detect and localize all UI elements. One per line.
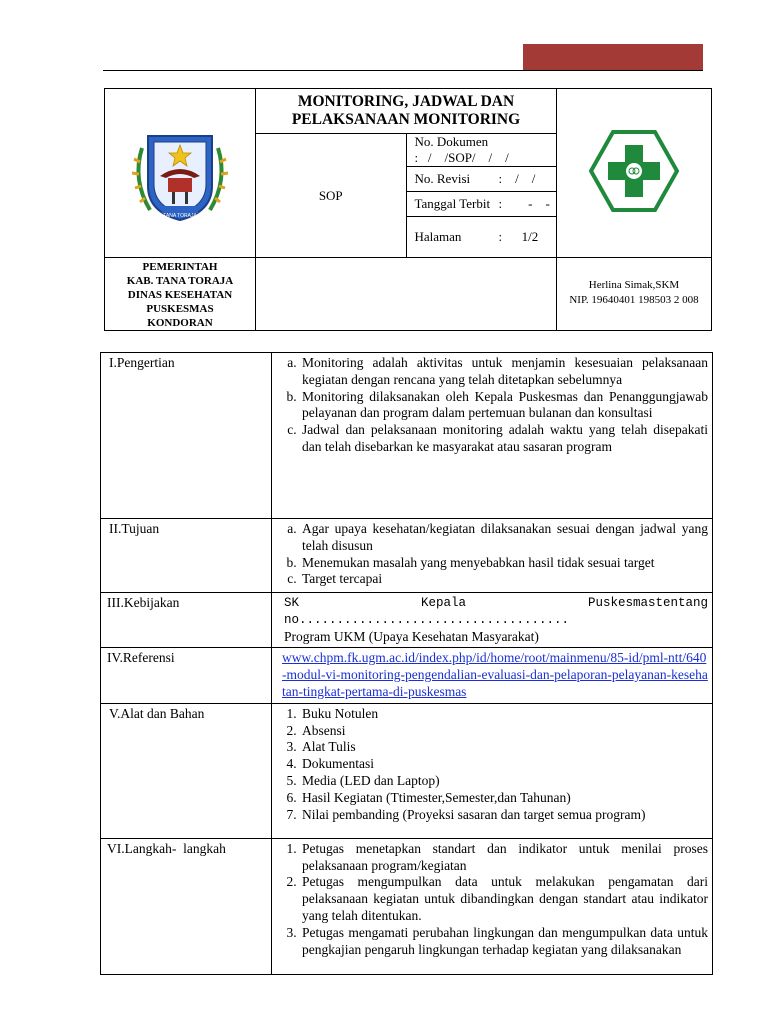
section-tujuan bbox=[272, 519, 713, 593]
list-item: c. Target tercapai bbox=[300, 571, 708, 588]
info-tanggal-terbit bbox=[406, 192, 557, 217]
signer-name: Herlina Simak,SKM bbox=[588, 279, 680, 291]
list-item: a. Monitoring adalah aktivitas untuk menjamin kesesuaian pelaksanaan kegiatan dengan rencana yang telah ditetapkan sebelumnya bbox=[300, 355, 708, 389]
section-referensi bbox=[272, 648, 713, 703]
regency-logo-cell bbox=[105, 89, 256, 258]
signer-nip: NIP. 19640401 198503 2 008 bbox=[569, 294, 699, 306]
info-label: Tanggal Terbit bbox=[414, 196, 491, 211]
org-line: KAB. TANA TORAJA bbox=[126, 275, 234, 287]
info-value: : / /SOP/ / / bbox=[414, 150, 509, 165]
info-no-revisi bbox=[406, 167, 557, 192]
document-title bbox=[256, 89, 557, 134]
signature-blank bbox=[256, 258, 557, 331]
header-rule bbox=[103, 70, 703, 71]
section-label-pengertian: I.Pengertian bbox=[101, 353, 272, 519]
org-line: PUSKESMAS bbox=[146, 303, 214, 315]
kebijakan-program: Program UKM (Upaya Kesehatan Masyarakat) bbox=[284, 628, 539, 644]
organization-block bbox=[105, 258, 256, 331]
signer-block bbox=[557, 258, 712, 331]
puskesmas-logo-icon bbox=[589, 130, 679, 212]
section-label-kebijakan: III.Kebijakan bbox=[101, 593, 272, 648]
org-line: KONDORAN bbox=[147, 317, 213, 329]
list-item: 1. Buku Notulen bbox=[300, 706, 708, 723]
list-item: 5. Media (LED dan Laptop) bbox=[300, 773, 708, 790]
info-value: : 1/2 bbox=[498, 229, 539, 244]
title-line-2: PELAKSANAAN MONITORING bbox=[291, 111, 521, 128]
info-no-dokumen bbox=[406, 134, 557, 167]
org-line: PEMERINTAH bbox=[142, 261, 218, 273]
section-label-langkah: VI.Langkah- langkah bbox=[101, 838, 272, 974]
section-alat bbox=[272, 703, 713, 838]
info-value: : / / bbox=[498, 171, 536, 186]
header-accent-bar bbox=[523, 44, 703, 71]
list-item: c. Jadwal dan pelaksanaan monitoring adalah waktu yang telah disepakati dan telah disebarkan ke masyarakat atau sasaran program bbox=[300, 422, 708, 456]
info-value: : - - bbox=[498, 196, 550, 211]
list-item: 3. Petugas mengamati perubahan lingkungan dan mengumpulkan data untuk pengkajian pengaruh lingkungan terhadap kegiatan yang dilaksanakan bbox=[300, 925, 708, 959]
info-label: Halaman bbox=[414, 229, 462, 244]
info-label: No. Revisi bbox=[414, 171, 471, 186]
org-line: DINAS KESEHATAN bbox=[127, 289, 233, 301]
tana-toraja-emblem-icon bbox=[128, 128, 232, 224]
list-item: 2. Absensi bbox=[300, 723, 708, 740]
list-item: b. Menemukan masalah yang menyebabkan hasil tidak sesuai target bbox=[300, 555, 708, 572]
list-item: b. Monitoring dilaksanakan oleh Kepala Puskesmas dan Penanggungjawab pelayanan dan program dalam pertemuan bulanan dan konsultasi bbox=[300, 389, 708, 423]
list-item: 4. Dokumentasi bbox=[300, 756, 708, 773]
info-label: No. Dokumen bbox=[414, 134, 489, 149]
title-line-1: MONITORING, JADWAL DAN bbox=[297, 93, 515, 110]
section-kebijakan bbox=[272, 593, 713, 648]
info-halaman bbox=[406, 217, 557, 258]
emblem-caption: TANA TORAJA bbox=[163, 212, 197, 219]
sop-header-table bbox=[104, 88, 712, 331]
list-item: 1. Petugas menetapkan standart dan indikator untuk menilai proses pelaksanaan program/kegiatan bbox=[300, 841, 708, 875]
reference-link[interactable]: www.chpm.fk.ugm.ac.id/index.php/id/home/root/mainmenu/85-id/pml-ntt/640-modul-vi-monitoring-pengendalian-evaluasi-dan-pelaporan-pelayanan-kesehatan-tingkat-pertama-di-puskesmas bbox=[282, 650, 708, 699]
list-item: 3. Alat Tulis bbox=[300, 739, 708, 756]
list-item: 6. Hasil Kegiatan (Ttimester,Semester,dan Tahunan) bbox=[300, 790, 708, 807]
kebijakan-tentang: tentang bbox=[655, 596, 708, 610]
section-label-referensi: IV.Referensi bbox=[101, 648, 272, 703]
list-item: a. Agar upaya kesehatan/kegiatan dilaksanakan sesuai dengan jadwal yang telah disusun bbox=[300, 521, 708, 555]
section-pengertian bbox=[272, 353, 713, 519]
section-langkah bbox=[272, 838, 713, 974]
sop-label: SOP bbox=[256, 134, 407, 258]
list-item: 2. Petugas mengumpulkan data untuk melakukan pengamatan dari pelaksanaan kegiatan untuk dibandingkan dengan standart atau indikator yang telah ditentukan. bbox=[300, 874, 708, 924]
section-label-tujuan: II.Tujuan bbox=[101, 519, 272, 593]
section-label-alat: V.Alat dan Bahan bbox=[101, 703, 272, 838]
list-item: 7. Nilai pembanding (Proyeksi sasaran dan target semua program) bbox=[300, 807, 708, 824]
sop-content-table bbox=[100, 352, 713, 975]
kebijakan-sk-text: SK Kepala Puskesmas no.................................... bbox=[284, 596, 656, 627]
puskesmas-logo-cell bbox=[557, 89, 712, 258]
